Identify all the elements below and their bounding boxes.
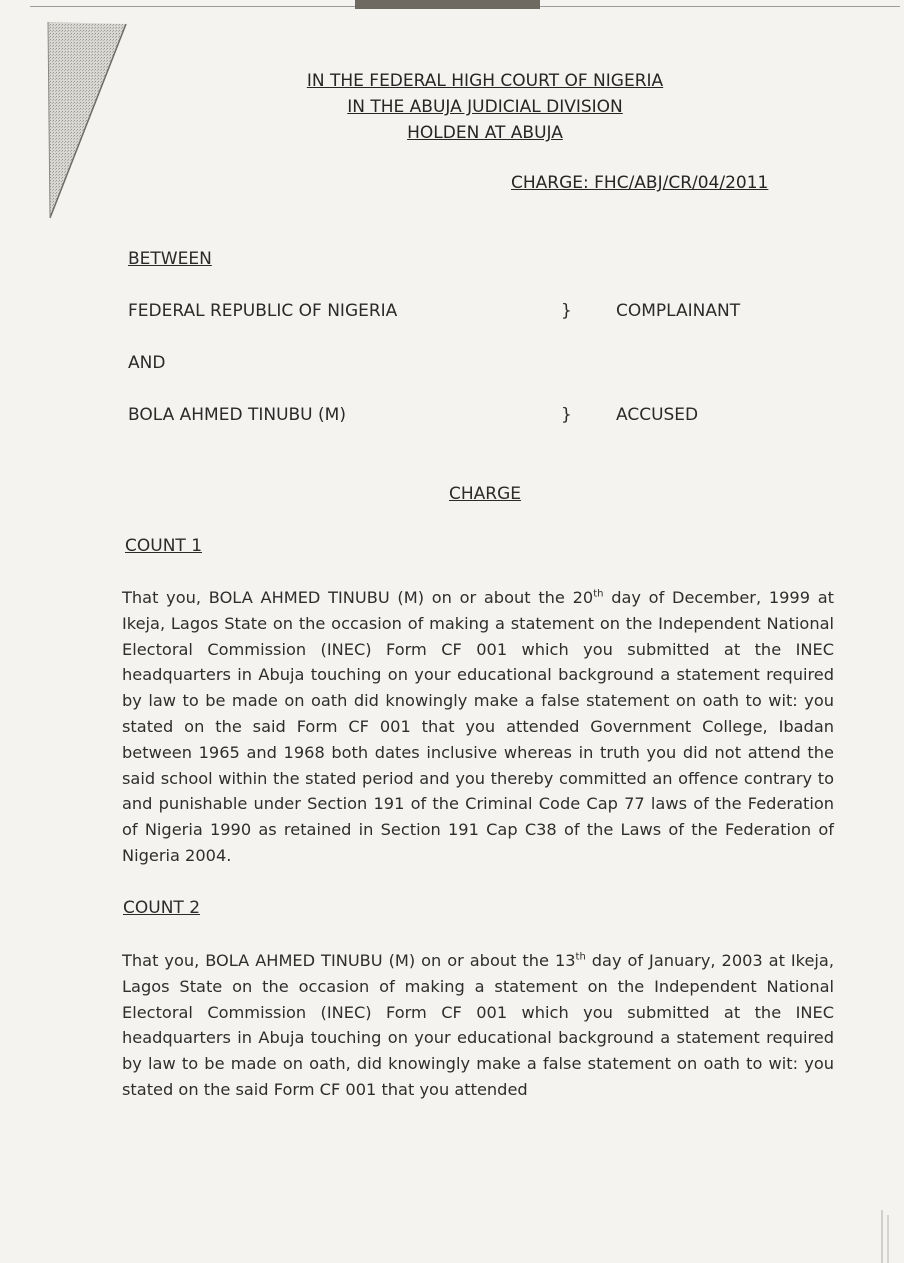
count-1-intro: That you, BOLA AHMED TINUBU (M) on or about the 20 xyxy=(122,588,594,607)
accused-role: ACCUSED xyxy=(616,405,699,425)
count-2-heading: COUNT 2 xyxy=(123,898,201,918)
scan-binding-mark xyxy=(355,0,540,9)
accused-brace: } xyxy=(561,405,572,425)
count-2-body: day of January, 2003 at Ikeja, Lagos State on the occasion of making a statement on the Independent National Electoral Commission (INEC) Form CF 001 which you submitted at the INEC headquarters in Abuja touching on your educational background a statement required by law to be made on oath, did knowingly make a false statement on oath to wit: you stated on the said Form CF 001 that you attended xyxy=(122,951,834,1099)
count-2-text xyxy=(122,948,834,1103)
charge-heading: CHARGE xyxy=(449,484,522,504)
count-1-text xyxy=(122,585,834,869)
court-location: HOLDEN AT ABUJA xyxy=(407,123,563,143)
count-1-body: day of December, 1999 at Ikeja, Lagos State on the occasion of making a statement on the Independent National Electoral Commission (INEC) Form CF 001 which you submitted at the INEC headquarters in Abuja touching on your educational background a statement required by law to be made on oath did knowingly make a false statement on oath to wit: you stated on the said Form CF 001 that you attended Government College, Ibadan between 1965 and 1968 both dates inclusive whereas in truth you did not attend the said school within the stated period and you thereby committed an offence contrary to and punishable under Section 191 of the Criminal Code Cap 77 laws of the Federation of Nigeria 1990 as retained in Section 191 Cap C38 of the Laws of the Federation of Nigeria 2004. xyxy=(122,588,834,865)
scan-edge-marks xyxy=(876,1210,896,1263)
complainant-name: FEDERAL REPUBLIC OF NIGERIA xyxy=(128,301,398,321)
count-2-ordinal: th xyxy=(575,951,586,963)
accused-name: BOLA AHMED TINUBU (M) xyxy=(128,405,346,425)
scan-folded-corner-shadow xyxy=(44,18,134,223)
between-label: BETWEEN xyxy=(128,249,212,269)
count-1-heading: COUNT 1 xyxy=(125,536,203,556)
court-header xyxy=(200,68,770,146)
complainant-brace: } xyxy=(561,301,572,321)
count-1-ordinal: th xyxy=(593,588,604,600)
court-name: IN THE FEDERAL HIGH COURT OF NIGERIA xyxy=(306,71,664,91)
complainant-role: COMPLAINANT xyxy=(616,301,741,321)
charge-number: CHARGE: FHC/ABJ/CR/04/2011 xyxy=(511,173,769,193)
court-division: IN THE ABUJA JUDICIAL DIVISION xyxy=(347,97,623,117)
count-2-intro: That you, BOLA AHMED TINUBU (M) on or about the 13 xyxy=(122,951,576,970)
and-label: AND xyxy=(128,353,166,373)
